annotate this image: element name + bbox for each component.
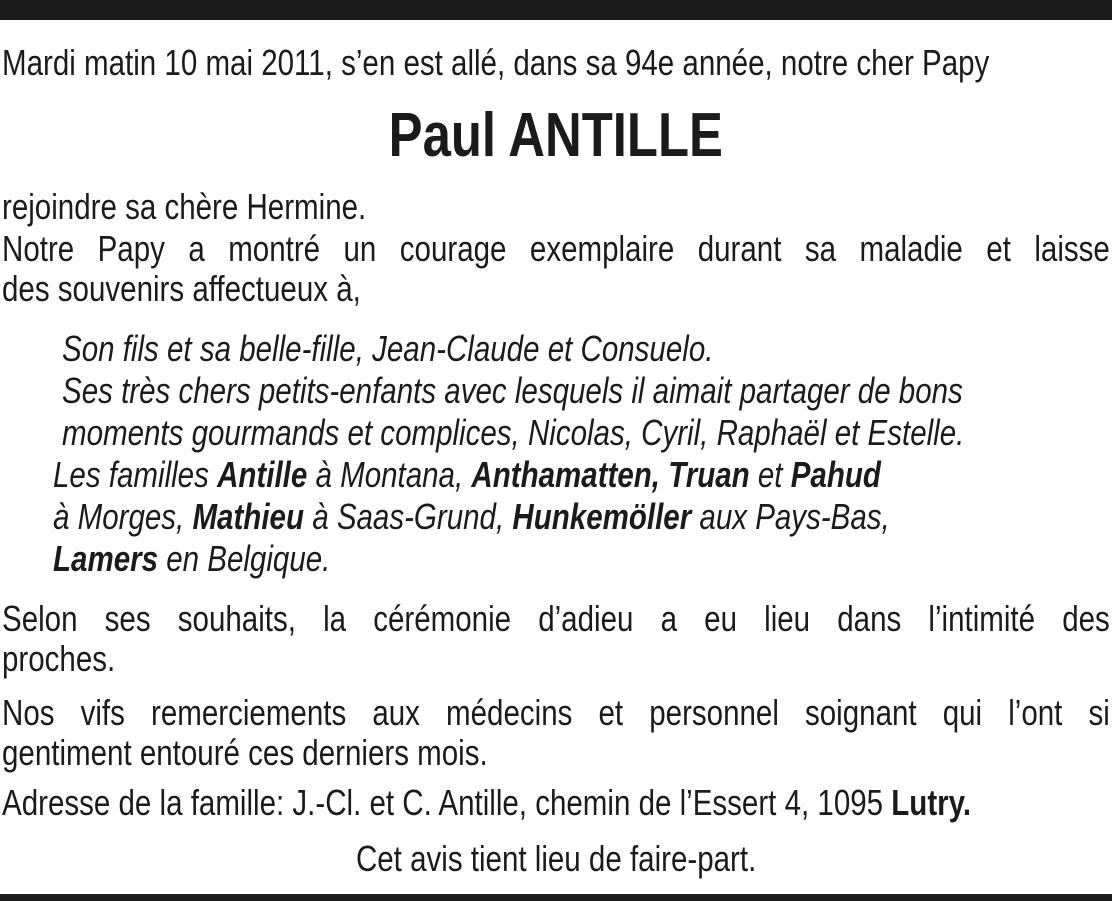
- bottom-rule: [0, 894, 1112, 901]
- address-line: [2, 782, 1112, 824]
- address-city: Lutry.: [891, 782, 972, 823]
- family-name-mathieu: Mathieu: [192, 496, 304, 537]
- family-name-pahud: Pahud: [790, 454, 881, 495]
- text-line-2: [2, 228, 1110, 270]
- intro-line: [2, 42, 1112, 84]
- family-line-1: [62, 328, 856, 370]
- family-text: à Morges,: [53, 496, 193, 537]
- text-rejoindre: rejoindre sa chère Hermine.: [2, 186, 367, 227]
- family-grandchildren-a: Ses très chers petits-enfants avec lesquels il aimait partager de bons: [62, 370, 963, 411]
- family-line-2: [62, 370, 1112, 412]
- address-text: Adresse de la famille: J.-Cl. et C. Antille, chemin de l’Essert 4, 1095: [2, 782, 892, 823]
- text-line-3: [2, 268, 440, 310]
- text-line-1: [2, 186, 446, 228]
- family-line-5: [53, 496, 1073, 538]
- family-line-4: [53, 454, 1063, 496]
- family-grandchildren-b: moments gourmands et complices, Nicolas, Cyril, Raphaël et Estelle.: [62, 412, 965, 453]
- family-text: aux Pays-Bas,: [691, 496, 890, 537]
- family-son: Son fils et sa belle-fille, Jean-Claude et Consuelo.: [62, 328, 714, 369]
- closing-line: [0, 838, 1112, 880]
- ceremony-text: Selon ses souhaits, la cérémonie d’adieu a eu lieu dans l’intimité des: [2, 598, 1110, 639]
- top-rule: [0, 0, 1112, 20]
- family-name-anthamatten-truan: Anthamatten, Truan: [471, 454, 750, 495]
- family-text: et: [749, 454, 791, 495]
- family-line-3: [62, 412, 1112, 454]
- closing-text: Cet avis tient lieu de faire-part.: [355, 838, 757, 879]
- family-name-hunkemoller: Hunkemöller: [512, 496, 692, 537]
- deceased-name: [0, 96, 1112, 176]
- thanks-line-1: [2, 692, 1110, 734]
- text-souvenirs: des souvenirs affectueux à,: [2, 268, 361, 309]
- family-text: Les familles: [53, 454, 218, 495]
- family-name-antille: Antille: [217, 454, 308, 495]
- ceremony-line-1: [2, 598, 1110, 640]
- family-text: à Saas-Grund,: [303, 496, 513, 537]
- family-name-lamers: Lamers: [53, 538, 159, 579]
- family-text: en Belgique.: [158, 538, 331, 579]
- intro-text: Mardi matin 10 mai 2011, s’en est allé, dans sa 94e année, notre cher Papy: [2, 42, 990, 83]
- thanks-text-end: gentiment entouré ces derniers mois.: [2, 732, 488, 773]
- ceremony-text-end: proches.: [2, 638, 116, 679]
- family-text: à Montana,: [307, 454, 472, 495]
- ceremony-line-2: [2, 638, 140, 680]
- deceased-name-text: Paul ANTILLE: [388, 101, 724, 170]
- thanks-text: Nos vifs remerciements aux médecins et personnel soignant qui l’ont si: [2, 692, 1110, 733]
- thanks-line-2: [2, 732, 594, 774]
- text-courage: Notre Papy a montré un courage exemplaire durant sa maladie et laisse: [2, 228, 1110, 269]
- family-line-6: [53, 538, 391, 580]
